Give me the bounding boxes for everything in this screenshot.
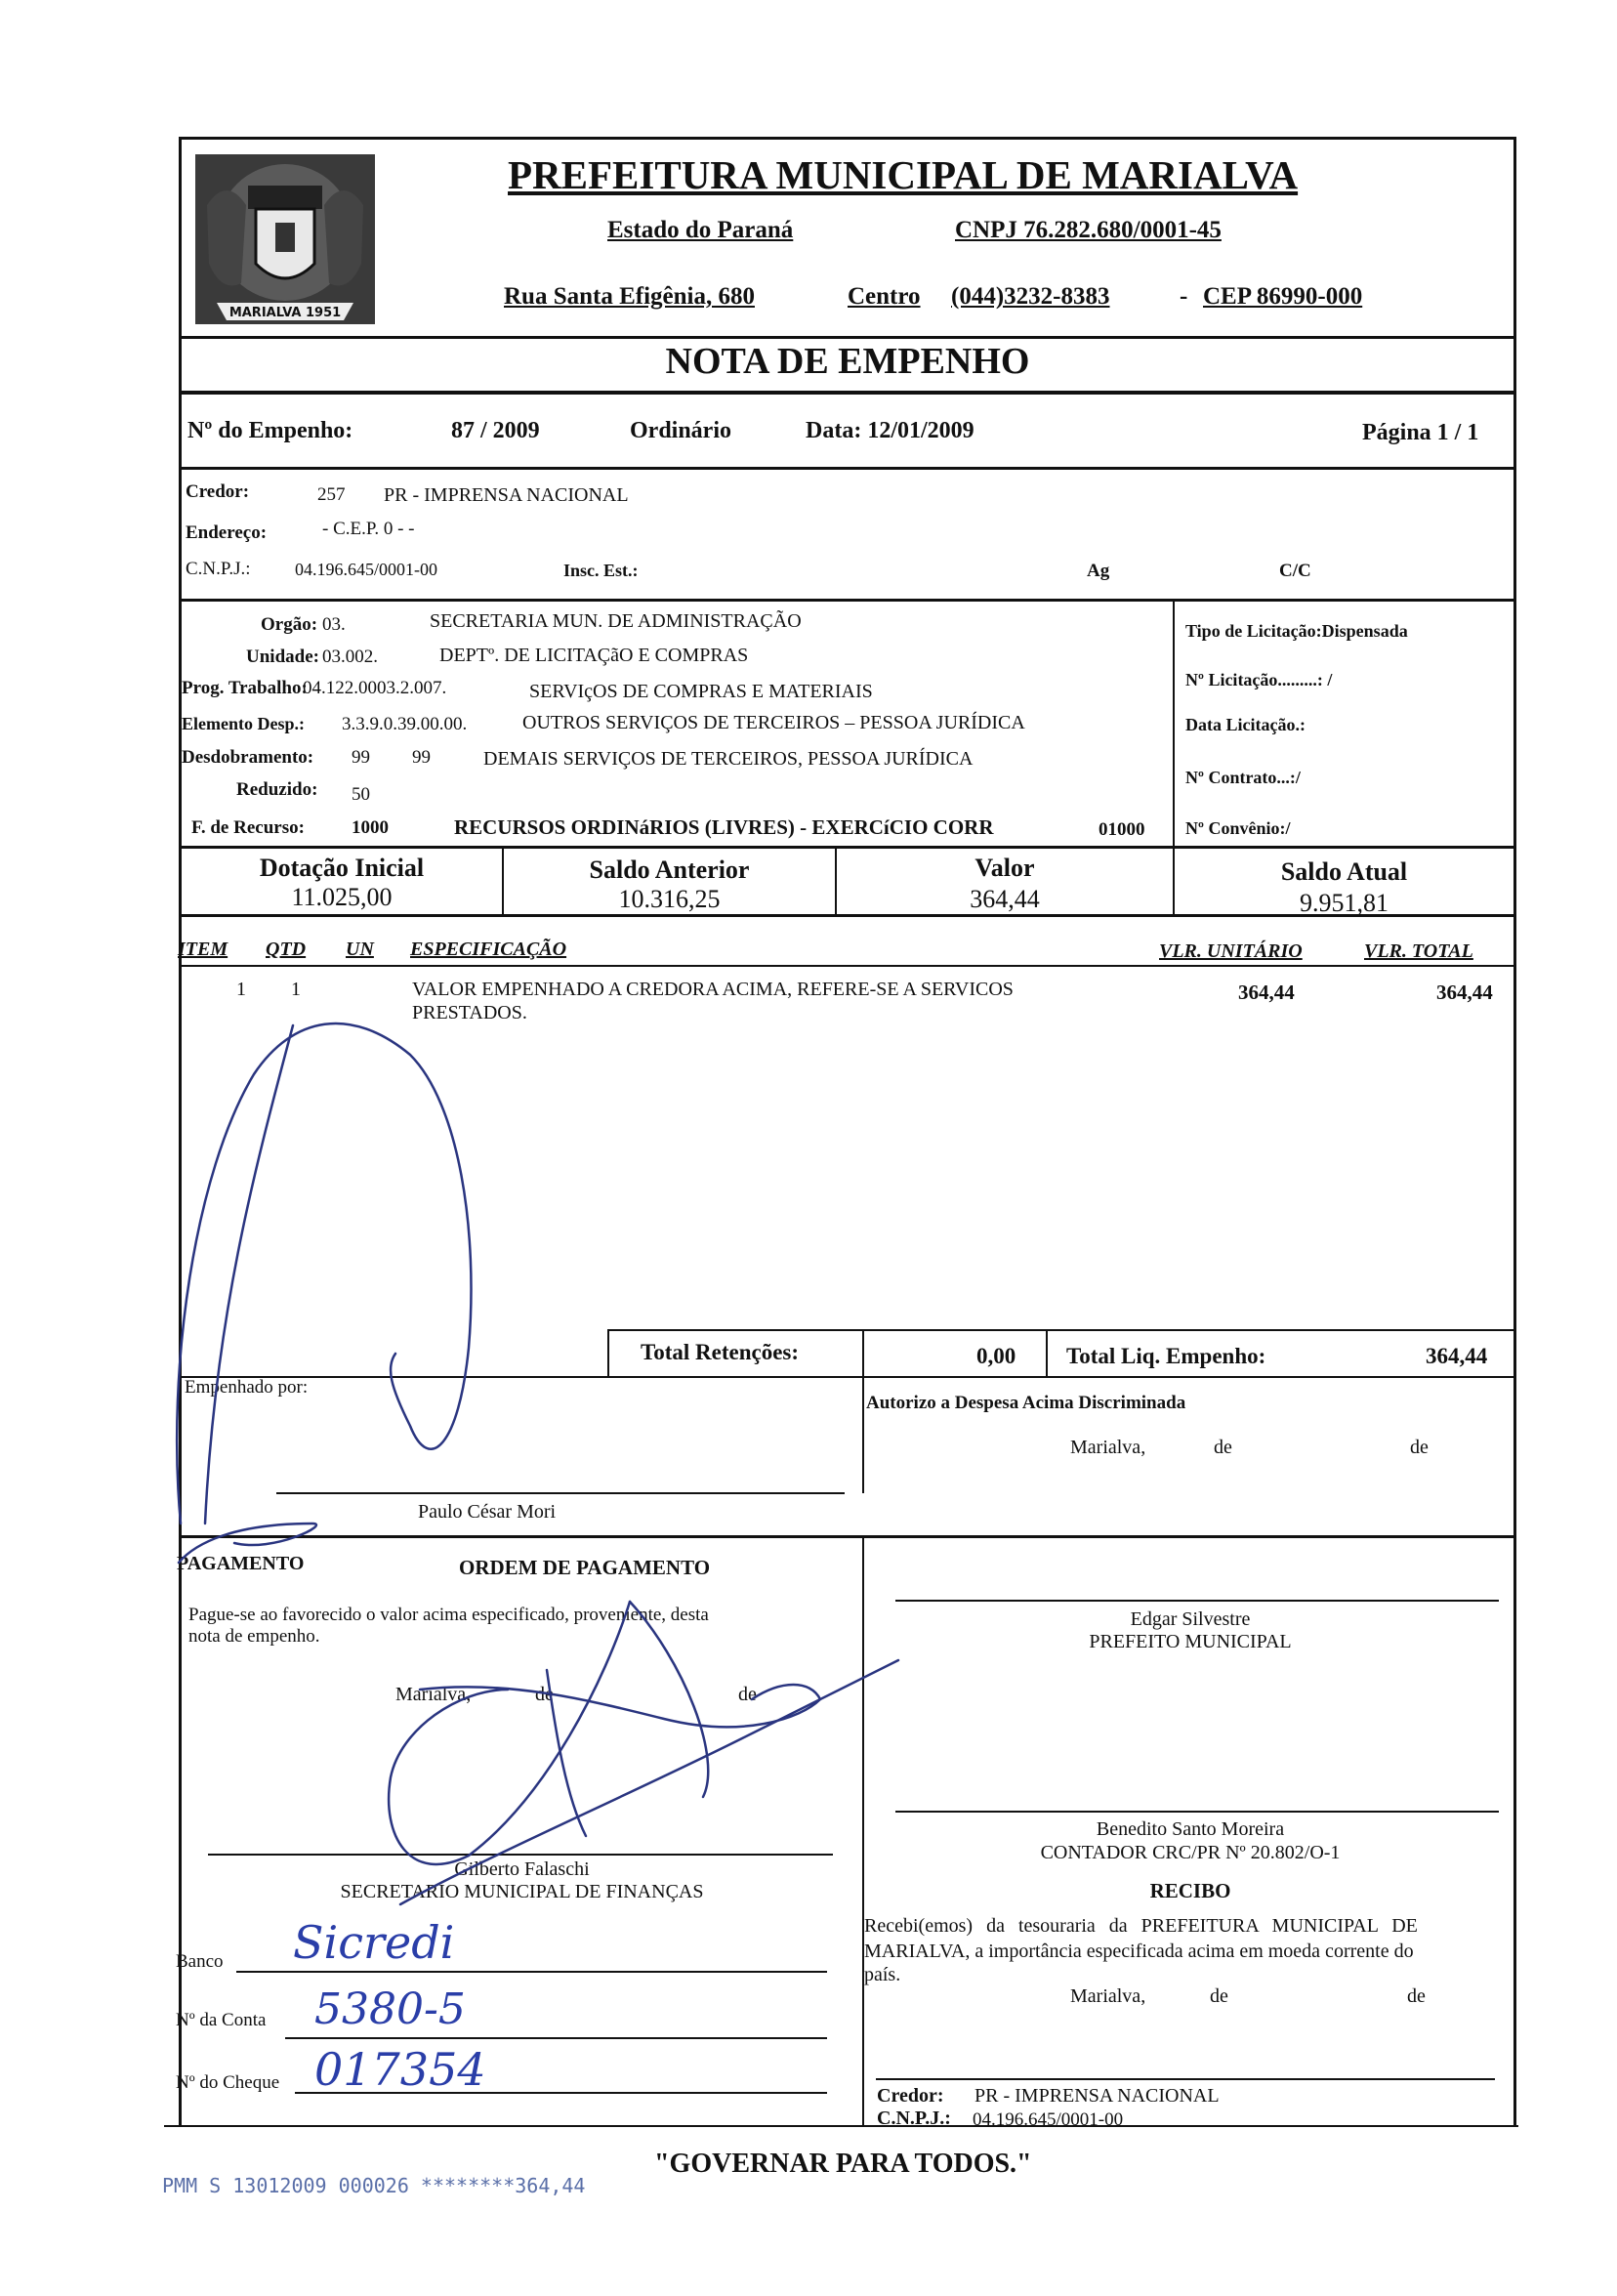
recibo-title: RECIBO bbox=[1149, 1879, 1231, 1902]
banco-label: Banco bbox=[176, 1951, 224, 1972]
unidade-code: 03.002. bbox=[322, 647, 378, 667]
row-qtd: 1 bbox=[291, 979, 301, 1000]
pagamento-label: PAGAMENTO bbox=[177, 1553, 305, 1574]
desdobramento-name: DEMAIS SERVIÇOS DE TERCEIROS, PESSOA JURÍDICA bbox=[483, 748, 974, 770]
header-street: Rua Santa Efigênia, 680 bbox=[504, 283, 755, 310]
conta-label: Nº da Conta bbox=[176, 2010, 267, 2030]
cnpj-value: 04.196.645/0001-00 bbox=[295, 560, 437, 579]
conta-value: 5380-5 bbox=[314, 1984, 466, 2034]
valor-value: 364,44 bbox=[970, 885, 1040, 913]
empenho-label: Nº do Empenho: bbox=[187, 418, 353, 443]
recibo-line2: MARIALVA, a importância especificada acima em moeda corrente do bbox=[864, 1941, 1414, 1962]
cheque-label: Nº do Cheque bbox=[176, 2072, 280, 2093]
pay-de1: de bbox=[535, 1684, 554, 1705]
liquido-label: Total Liq. Empenho: bbox=[1066, 1344, 1266, 1368]
recibo-credor-label: Credor: bbox=[877, 2085, 944, 2107]
col-qtd: QTD bbox=[266, 939, 307, 960]
elemento-code: 3.3.9.0.39.00.00. bbox=[342, 714, 468, 734]
seal-text: MARIALVA 1951 bbox=[228, 306, 342, 320]
liquido-value: 364,44 bbox=[1426, 1344, 1488, 1368]
saldo-anterior-label: Saldo Anterior bbox=[589, 856, 750, 884]
autorizo-de2: de bbox=[1410, 1437, 1429, 1458]
page-number: Página 1 / 1 bbox=[1362, 420, 1479, 445]
unidade-label: Unidade: bbox=[246, 647, 319, 667]
recibo-de2: de bbox=[1407, 1985, 1426, 2007]
ordem-label: ORDEM DE PAGAMENTO bbox=[459, 1556, 711, 1579]
unidade-name: DEPTº. DE LICITAÇãO E COMPRAS bbox=[439, 645, 749, 666]
credor-label: Credor: bbox=[186, 481, 250, 502]
footer-motto: "GOVERNAR PARA TODOS." bbox=[654, 2149, 1032, 2179]
contador-name: Benedito Santo Moreira bbox=[1096, 1818, 1285, 1840]
pay-de2: de bbox=[738, 1684, 757, 1705]
col-spec: ESPECIFICAÇÃO bbox=[410, 939, 567, 960]
endereco-value: - C.E.P. 0 - - bbox=[322, 519, 415, 539]
empenhado-label: Empenhado por: bbox=[185, 1377, 309, 1398]
prog-name: SERVIçOS DE COMPRAS E MATERIAIS bbox=[529, 681, 873, 702]
header-district: Centro bbox=[848, 283, 921, 310]
autorizo-marialva: Marialva, bbox=[1070, 1437, 1146, 1458]
dotacao-label: Dotação Inicial bbox=[259, 854, 425, 882]
recibo-cnpj-label: C.N.P.J.: bbox=[877, 2108, 951, 2129]
header-title: PREFEITURA MUNICIPAL DE MARIALVA bbox=[508, 152, 1299, 197]
prefeito-name: Edgar Silvestre bbox=[1130, 1608, 1251, 1630]
signature-stroke-3 bbox=[205, 1025, 293, 1524]
col-unit-price: VLR. UNITÁRIO bbox=[1159, 940, 1303, 962]
row-spec-line1: VALOR EMPENHADO A CREDORA ACIMA, REFERE-SE A SERVICOS bbox=[412, 979, 1014, 1000]
orgao-label: Orgão: bbox=[261, 614, 318, 635]
row-item: 1 bbox=[236, 979, 246, 1000]
recurso-name: RECURSOS ORDINáRIOS (LIVRES) - EXERCíCIO CORR bbox=[454, 815, 994, 839]
col-total: VLR. TOTAL bbox=[1364, 940, 1473, 962]
recibo-credor-value: PR - IMPRENSA NACIONAL bbox=[974, 2085, 1220, 2107]
licitacao-numero: Nº Licitação.........: / bbox=[1185, 670, 1333, 689]
header-cnpj: CNPJ 76.282.680/0001-45 bbox=[955, 217, 1222, 243]
recibo-cnpj-value: 04.196.645/0001-00 bbox=[973, 2109, 1124, 2130]
credor-code: 257 bbox=[317, 484, 346, 505]
reduzido-value: 50 bbox=[352, 784, 370, 805]
orgao-code: 03. bbox=[322, 614, 346, 635]
orgao-name: SECRETARIA MUN. DE ADMINISTRAÇÃO bbox=[430, 610, 802, 632]
desdobramento-b: 99 bbox=[412, 747, 431, 768]
saldo-atual-value: 9.951,81 bbox=[1300, 889, 1389, 917]
endereco-label: Endereço: bbox=[186, 522, 268, 543]
empenhado-name: Paulo César Mori bbox=[418, 1501, 557, 1523]
signature-stroke-5 bbox=[630, 1602, 708, 1797]
empenho-number: 87 / 2009 bbox=[451, 418, 540, 443]
dotacao-value: 11.025,00 bbox=[291, 883, 393, 911]
col-un: UN bbox=[346, 939, 374, 960]
prog-code: 04.122.0003.2.007. bbox=[303, 678, 447, 698]
signature-stroke-4 bbox=[389, 1602, 630, 1864]
pay-marialva: Marialva, bbox=[395, 1684, 472, 1705]
recurso-code: 1000 bbox=[352, 817, 389, 838]
cc-label: C/C bbox=[1279, 561, 1311, 581]
signature-stroke-1 bbox=[177, 1023, 471, 1524]
retencoes-value: 0,00 bbox=[976, 1344, 1016, 1368]
row-unit-price: 364,44 bbox=[1238, 981, 1295, 1004]
elemento-name: OUTROS SERVIÇOS DE TERCEIROS – PESSOA JURÍDICA bbox=[522, 712, 1025, 733]
pague-line2: nota de empenho. bbox=[188, 1626, 320, 1647]
saldo-atual-label: Saldo Atual bbox=[1280, 857, 1408, 886]
saldo-anterior-value: 10.316,25 bbox=[618, 885, 721, 913]
valor-label: Valor bbox=[974, 854, 1035, 882]
secretario-name: Gilberto Falaschi bbox=[454, 1858, 590, 1880]
licitacao-contrato: Nº Contrato...:/ bbox=[1185, 768, 1301, 787]
retencoes-label: Total Retenções: bbox=[641, 1340, 800, 1364]
header-separator: - bbox=[1180, 283, 1188, 310]
recibo-de1: de bbox=[1210, 1985, 1228, 2007]
recurso-ext: 01000 bbox=[1099, 819, 1145, 840]
ag-label: Ag bbox=[1087, 561, 1110, 581]
header-phone: (044)3232-8383 bbox=[951, 283, 1110, 310]
reduzido-label: Reduzido: bbox=[236, 779, 318, 800]
cnpj-label: C.N.P.J.: bbox=[186, 559, 251, 579]
empenho-date: Data: 12/01/2009 bbox=[806, 418, 974, 443]
pague-line1: Pague-se ao favorecido o valor acima especificado, proveniente, desta bbox=[188, 1605, 709, 1625]
cheque-value: 017354 bbox=[314, 2043, 486, 2096]
row-total: 364,44 bbox=[1436, 981, 1493, 1004]
banco-value: Sicredi bbox=[293, 1916, 455, 1969]
doc-title: NOTA DE EMPENHO bbox=[665, 341, 1030, 382]
signature-stroke-2 bbox=[179, 1524, 316, 1563]
prog-label: Prog. Trabalho: bbox=[182, 678, 308, 698]
header-cep: CEP 86990-000 bbox=[1203, 283, 1363, 310]
recurso-label: F. de Recurso: bbox=[191, 817, 305, 838]
desdobramento-label: Desdobramento: bbox=[182, 747, 314, 768]
signature-stroke-8 bbox=[420, 1685, 820, 1727]
desdobramento-a: 99 bbox=[352, 747, 370, 768]
licitacao-convenio: Nº Convênio:/ bbox=[1185, 818, 1291, 838]
signature-stroke-7 bbox=[400, 1660, 898, 1904]
empenho-type: Ordinário bbox=[630, 418, 732, 443]
licitacao-data: Data Licitação.: bbox=[1185, 715, 1306, 734]
elemento-label: Elemento Desp.: bbox=[182, 714, 305, 733]
recibo-line3: país. bbox=[864, 1964, 901, 1985]
secretario-title: SECRETARIO MUNICIPAL DE FINANÇAS bbox=[340, 1881, 704, 1902]
payment-stamp: PMM S 13012009 000026 ********364,44 bbox=[162, 2174, 586, 2197]
header-state: Estado do Paraná bbox=[607, 217, 794, 243]
credor-name: PR - IMPRENSA NACIONAL bbox=[384, 484, 629, 506]
recibo-marialva: Marialva, bbox=[1070, 1985, 1146, 2007]
row-spec-line2: PRESTADOS. bbox=[412, 1002, 527, 1023]
autorizo-de1: de bbox=[1214, 1437, 1232, 1458]
recibo-line1: Recebi(emos) da tesouraria da PREFEITURA MUNICIPAL DE bbox=[864, 1915, 1418, 1937]
contador-title: CONTADOR CRC/PR Nº 20.802/O-1 bbox=[1040, 1842, 1341, 1863]
col-item: ITEM bbox=[178, 939, 228, 960]
insc-label: Insc. Est.: bbox=[563, 561, 639, 580]
prefeito-title: PREFEITO MUNICIPAL bbox=[1089, 1631, 1292, 1652]
licitacao-tipo: Tipo de Licitação:Dispensada bbox=[1185, 621, 1408, 641]
autorizo-text: Autorizo a Despesa Acima Discriminada bbox=[866, 1393, 1186, 1413]
